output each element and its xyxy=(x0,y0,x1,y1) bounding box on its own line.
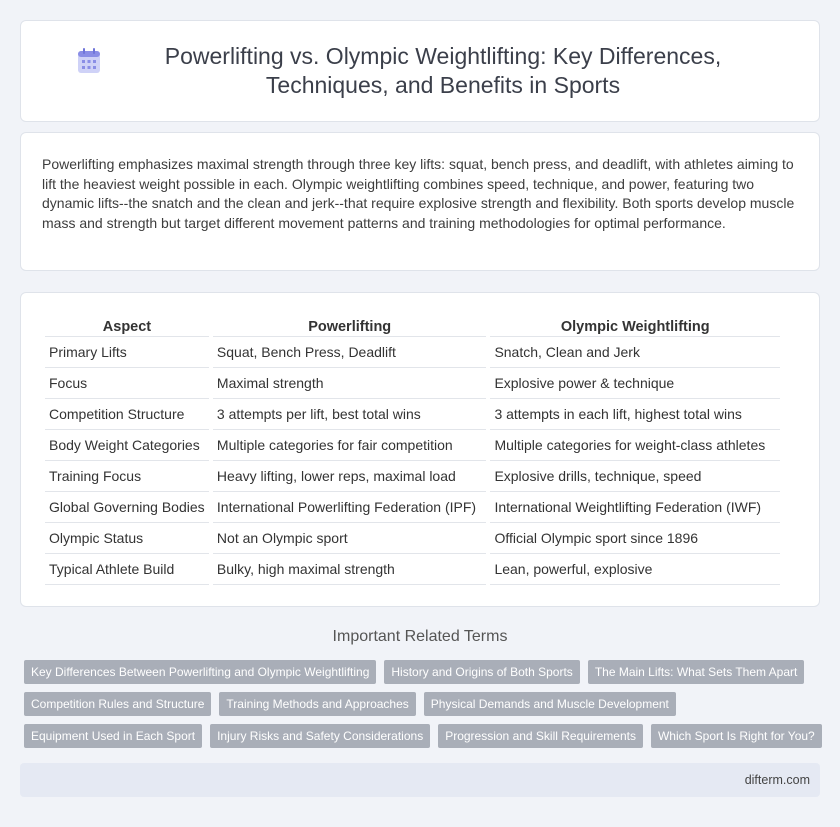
comparison-table-card xyxy=(20,292,820,607)
cell-powerlifting: Heavy lifting, lower reps, maximal load xyxy=(213,461,487,492)
related-tag[interactable]: Training Methods and Approaches xyxy=(219,692,415,716)
cell-powerlifting: 3 attempts per lift, best total wins xyxy=(213,399,487,430)
cell-olympic: Snatch, Clean and Jerk xyxy=(490,337,780,368)
cell-olympic: Official Olympic sport since 1896 xyxy=(490,523,780,554)
related-tag[interactable]: Injury Risks and Safety Considerations xyxy=(210,724,430,748)
cell-powerlifting: Maximal strength xyxy=(213,368,487,399)
cell-olympic: Explosive power & technique xyxy=(490,368,780,399)
calendar-grid-icon xyxy=(77,48,101,74)
cell-powerlifting: Multiple categories for fair competition xyxy=(213,430,487,461)
table-header-row xyxy=(45,315,780,337)
related-tag[interactable]: Key Differences Between Powerlifting and Olympic Weightlifting xyxy=(24,660,376,684)
related-tag[interactable]: Progression and Skill Requirements xyxy=(438,724,643,748)
table-row xyxy=(45,430,780,461)
related-tags xyxy=(24,660,824,756)
table-row xyxy=(45,368,780,399)
related-tag[interactable]: Competition Rules and Structure xyxy=(24,692,211,716)
cell-olympic: International Weightlifting Federation (IWF) xyxy=(490,492,780,523)
page-title: Powerlifting vs. Olympic Weightlifting: Key Differences, Techniques, and Benefits in Sports xyxy=(164,43,722,98)
tag-row xyxy=(24,724,824,748)
cell-powerlifting: Squat, Bench Press, Deadlift xyxy=(213,337,487,368)
tag-row xyxy=(24,692,824,716)
cell-aspect: Primary Lifts xyxy=(45,337,209,368)
intro-text: Powerlifting emphasizes maximal strength through three key lifts: squat, bench press, and deadlift, with athletes aiming to lift the heaviest weight possible in each. Olympic weightlifting combines speed, technique, and power, featuring two dynamic lifts--the snatch and the clean and jerk--that require explosive strength and flexibility. Both sports develop muscle mass and strength but target different movement patterns and training methodologies for optimal performance. xyxy=(42,156,795,231)
cell-powerlifting: Bulky, high maximal strength xyxy=(213,554,487,585)
tag-row xyxy=(24,660,824,684)
cell-aspect: Olympic Status xyxy=(45,523,209,554)
cell-aspect: Global Governing Bodies xyxy=(45,492,209,523)
cell-aspect: Typical Athlete Build xyxy=(45,554,209,585)
table-row xyxy=(45,523,780,554)
cell-aspect: Focus xyxy=(45,368,209,399)
header-aspect: Aspect xyxy=(45,315,209,337)
cell-powerlifting: Not an Olympic sport xyxy=(213,523,487,554)
header-olympic-weightlifting: Olympic Weightlifting xyxy=(490,315,780,337)
footer-brand[interactable]: difterm.com xyxy=(744,773,810,787)
cell-olympic: Multiple categories for weight-class athletes xyxy=(490,430,780,461)
header-powerlifting: Powerlifting xyxy=(213,315,487,337)
table-row xyxy=(45,337,780,368)
cell-olympic: Explosive drills, technique, speed xyxy=(490,461,780,492)
table-row xyxy=(45,399,780,430)
cell-aspect: Training Focus xyxy=(45,461,209,492)
cell-powerlifting: International Powerlifting Federation (IPF) xyxy=(213,492,487,523)
cell-aspect: Competition Structure xyxy=(45,399,209,430)
cell-aspect: Body Weight Categories xyxy=(45,430,209,461)
related-tag[interactable]: Which Sport Is Right for You? xyxy=(651,724,822,748)
cell-olympic: Lean, powerful, explosive xyxy=(490,554,780,585)
table-row xyxy=(45,461,780,492)
footer xyxy=(20,763,820,797)
intro-card xyxy=(20,132,820,271)
comparison-table xyxy=(41,315,784,585)
related-tag[interactable]: History and Origins of Both Sports xyxy=(384,660,579,684)
header-card xyxy=(20,20,820,122)
table-row xyxy=(45,492,780,523)
related-tag[interactable]: Equipment Used in Each Sport xyxy=(24,724,202,748)
related-terms-title: Important Related Terms xyxy=(332,628,508,645)
table-row xyxy=(45,554,780,585)
title-wrap xyxy=(77,42,763,100)
cell-olympic: 3 attempts in each lift, highest total wins xyxy=(490,399,780,430)
related-tag[interactable]: Physical Demands and Muscle Development xyxy=(424,692,676,716)
related-tag[interactable]: The Main Lifts: What Sets Them Apart xyxy=(588,660,805,684)
